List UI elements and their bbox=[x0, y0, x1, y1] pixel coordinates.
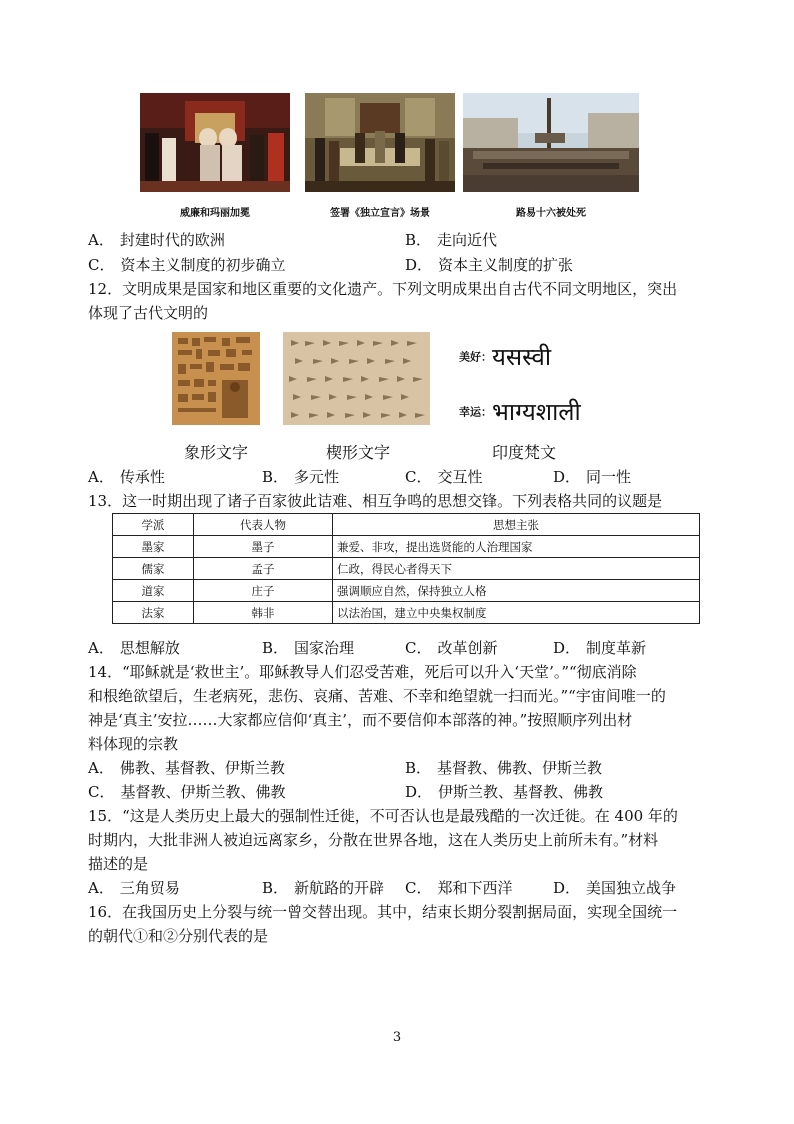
q14-option-b[interactable] bbox=[405, 757, 602, 779]
cell-school: 墨家 bbox=[113, 536, 194, 558]
option-text: 国家治理 bbox=[294, 639, 355, 657]
option-letter: B． bbox=[405, 759, 432, 777]
label-cuneiform: 楔形文字 bbox=[325, 443, 390, 462]
cell-figure: 庄子 bbox=[194, 580, 333, 602]
q14-option-d[interactable] bbox=[405, 781, 603, 803]
sanskrit-beautiful bbox=[459, 340, 551, 373]
table-header-row bbox=[113, 514, 700, 536]
option-letter: C． bbox=[405, 879, 432, 897]
hieroglyph-image bbox=[172, 332, 260, 425]
q11-option-c[interactable] bbox=[88, 254, 286, 276]
q15-line-2: 时期内，大批非洲人被迫远离家乡，分散在世界各地，这在人类历史上前所未有。”材料 bbox=[88, 831, 659, 849]
q11-option-d[interactable] bbox=[405, 254, 573, 276]
table-row bbox=[113, 580, 700, 602]
q14-line-2: 和根绝欲望后，生老病死，悲伤、哀痛、苦难、不幸和绝望就一扫而光。”“宇宙间唯一的 bbox=[88, 687, 666, 705]
option-letter: D． bbox=[553, 639, 581, 657]
q15-option-d[interactable] bbox=[553, 877, 676, 899]
cell-figure: 韩非 bbox=[194, 602, 333, 624]
q15-option-b[interactable] bbox=[262, 877, 384, 899]
option-text: 多元性 bbox=[294, 468, 340, 486]
q11-option-a[interactable] bbox=[88, 229, 225, 251]
option-text: 新航路的开辟 bbox=[294, 879, 385, 897]
q13-option-b[interactable] bbox=[262, 637, 354, 659]
schools-table bbox=[112, 513, 700, 624]
cell-idea: 强调顺应自然，保持独立人格 bbox=[333, 580, 700, 602]
coronation-painting bbox=[140, 93, 290, 192]
caption-execution: 路易十六被处死 bbox=[516, 208, 586, 219]
sanskrit-fortunate bbox=[459, 395, 581, 428]
option-text: 改革创新 bbox=[437, 639, 498, 657]
option-letter: C． bbox=[88, 256, 115, 274]
cell-school: 道家 bbox=[113, 580, 194, 602]
cell-idea: 仁政，得民心者得天下 bbox=[333, 558, 700, 580]
table-row bbox=[113, 558, 700, 580]
option-letter: C． bbox=[405, 468, 432, 486]
cell-school: 儒家 bbox=[113, 558, 194, 580]
q13-option-a[interactable] bbox=[88, 637, 180, 659]
page-number: 3 bbox=[392, 1030, 402, 1045]
cell-figure: 墨子 bbox=[194, 536, 333, 558]
table-row bbox=[113, 536, 700, 558]
execution-painting bbox=[463, 93, 639, 192]
option-letter: A． bbox=[88, 759, 114, 777]
option-text: 三角贸易 bbox=[119, 879, 180, 897]
cell-idea: 以法治国，建立中央集权制度 bbox=[333, 602, 700, 624]
option-text: 交互性 bbox=[437, 468, 483, 486]
q14-option-a[interactable] bbox=[88, 757, 285, 779]
option-text: 资本主义制度的初步确立 bbox=[120, 256, 286, 274]
q11-option-b[interactable] bbox=[405, 229, 497, 251]
table-row bbox=[113, 602, 700, 624]
option-letter: A． bbox=[88, 879, 114, 897]
option-text: 资本主义制度的扩张 bbox=[438, 256, 574, 274]
option-text: 传承性 bbox=[119, 468, 165, 486]
caption-coronation: 威廉和玛丽加冕 bbox=[180, 208, 250, 219]
q12-option-a[interactable] bbox=[88, 466, 165, 488]
caption-declaration: 签署《独立宣言》场景 bbox=[330, 208, 430, 219]
option-letter: A． bbox=[88, 231, 114, 249]
option-text: 伊斯兰教、基督教、佛教 bbox=[438, 783, 604, 801]
option-letter: D． bbox=[553, 879, 581, 897]
option-letter: B． bbox=[262, 639, 289, 657]
q15-option-a[interactable] bbox=[88, 877, 180, 899]
label-sanskrit: 印度梵文 bbox=[491, 443, 556, 462]
option-text: 郑和下西洋 bbox=[437, 879, 513, 897]
option-letter: C． bbox=[88, 783, 115, 801]
option-letter: B． bbox=[262, 879, 289, 897]
q14-line-1: 14．“耶稣就是‘救世主’。耶稣教导人们忍受苦难，死后可以升入‘天堂’。”“彻底消除 bbox=[88, 663, 637, 681]
q14-option-c[interactable] bbox=[88, 781, 286, 803]
option-letter: D． bbox=[553, 468, 581, 486]
q14-line-3: 神是‘真主’安拉……大家都应信仰‘真主’，而不要信仰本部落的神。”按照顺序列出材 bbox=[88, 711, 633, 729]
q12-stem-line-2: 体现了古代文明的 bbox=[88, 304, 209, 322]
sanskrit-label: 美好： bbox=[459, 350, 492, 364]
label-hieroglyph: 象形文字 bbox=[183, 443, 248, 462]
q16-line-1: 16．在我国历史上分裂与统一曾交替出现。其中，结束长期分裂割据局面，实现全国统一 bbox=[88, 903, 678, 921]
q13-option-d[interactable] bbox=[553, 637, 646, 659]
option-text: 思想解放 bbox=[119, 639, 180, 657]
header-figure: 代表人物 bbox=[194, 514, 333, 536]
sanskrit-word: यसस्वी bbox=[492, 343, 552, 371]
cuneiform-image bbox=[283, 332, 430, 425]
sanskrit-word: भाग्यशाली bbox=[492, 398, 581, 426]
q12-stem-line-1: 12．文明成果是国家和地区重要的文化遗产。下列文明成果出自古代不同文明地区，突出 bbox=[88, 280, 678, 298]
option-letter: A． bbox=[88, 639, 114, 657]
option-text: 基督教、伊斯兰教、佛教 bbox=[120, 783, 286, 801]
header-idea: 思想主张 bbox=[333, 514, 700, 536]
option-letter: A． bbox=[88, 468, 114, 486]
option-text: 封建时代的欧洲 bbox=[119, 231, 225, 249]
q15-line-3: 描述的是 bbox=[88, 855, 149, 873]
option-text: 走向近代 bbox=[437, 231, 498, 249]
sanskrit-label: 幸运： bbox=[459, 405, 492, 419]
declaration-painting bbox=[305, 93, 455, 192]
header-school: 学派 bbox=[113, 514, 194, 536]
q13-stem: 13．这一时期出现了诸子百家彼此诘难、相互争鸣的思想交锋。下列表格共同的议题是 bbox=[88, 492, 663, 510]
q13-option-c[interactable] bbox=[405, 637, 498, 659]
option-letter: B． bbox=[262, 468, 289, 486]
q12-option-b[interactable] bbox=[262, 466, 339, 488]
q12-option-d[interactable] bbox=[553, 466, 631, 488]
q14-line-4: 料体现的宗教 bbox=[88, 735, 179, 753]
option-letter: B． bbox=[405, 231, 432, 249]
cell-idea: 兼爱、非攻，提出选贤能的人治理国家 bbox=[333, 536, 700, 558]
q12-option-c[interactable] bbox=[405, 466, 483, 488]
option-letter: D． bbox=[405, 256, 433, 274]
option-letter: C． bbox=[405, 639, 432, 657]
option-letter: D． bbox=[405, 783, 433, 801]
q15-option-c[interactable] bbox=[405, 877, 513, 899]
option-text: 同一性 bbox=[586, 468, 632, 486]
option-text: 基督教、佛教、伊斯兰教 bbox=[437, 759, 603, 777]
option-text: 美国独立战争 bbox=[586, 879, 677, 897]
q15-line-1: 15．“这是人类历史上最大的强制性迁徙，不可否认也是最残酷的一次迁徙。在 400 年的 bbox=[88, 807, 678, 825]
option-text: 制度革新 bbox=[586, 639, 647, 657]
q16-line-2: 的朝代①和②分别代表的是 bbox=[88, 927, 269, 945]
cell-figure: 孟子 bbox=[194, 558, 333, 580]
cell-school: 法家 bbox=[113, 602, 194, 624]
option-text: 佛教、基督教、伊斯兰教 bbox=[119, 759, 285, 777]
